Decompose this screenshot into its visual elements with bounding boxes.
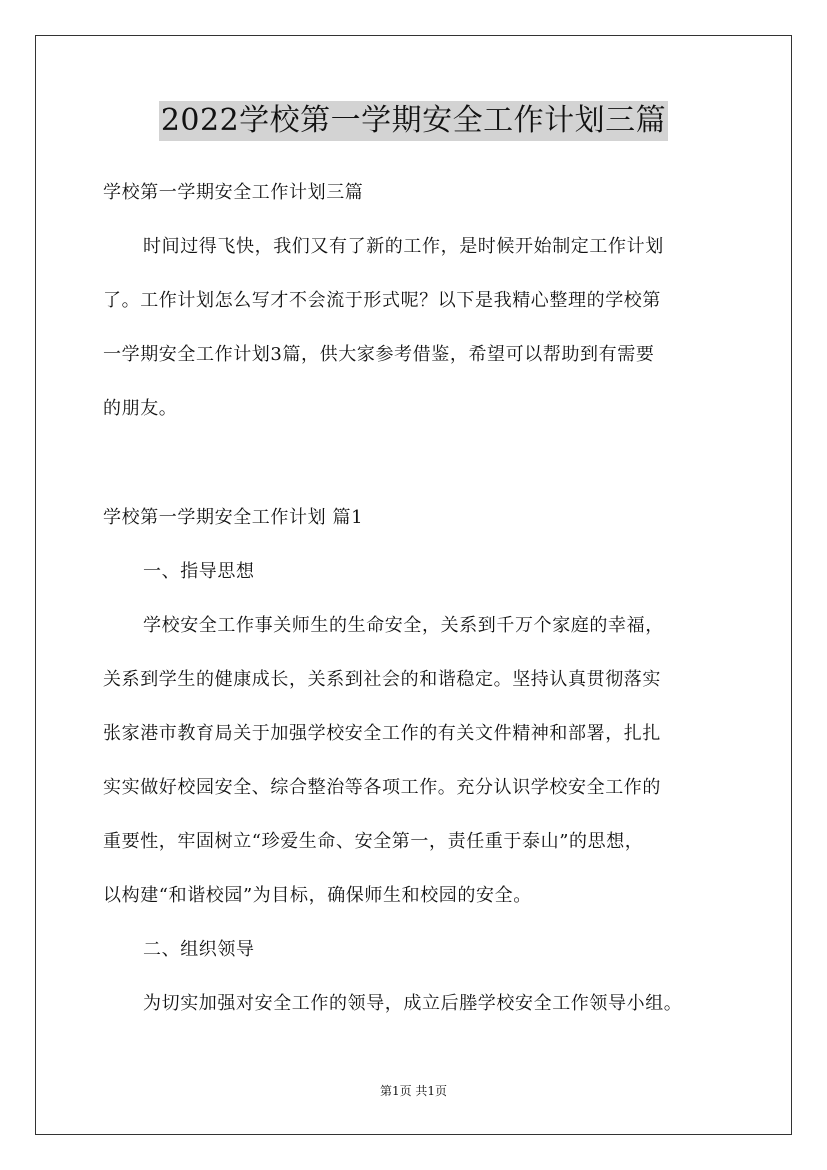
document-title: 2022学校第一学期安全工作计划三篇 [159, 101, 668, 141]
paragraph-line-3: 张家港市教育局关于加强学校安全工作的有关文件精神和部署，扎扎 [103, 723, 661, 744]
page-footer: 第1页 共1页 [379, 1084, 448, 1098]
section-heading: 学校第一学期安全工作计划 篇1 [103, 507, 364, 528]
title-container [0, 101, 827, 141]
paragraph-line-4: 实实做好校园安全、综合整治等各项工作。充分认识学校安全工作的 [103, 777, 661, 798]
intro-line-2: 了。工作计划怎么写才不会流于形式呢？以下是我精心整理的学校第 [103, 290, 661, 311]
intro-line-3: 一学期安全工作计划3篇，供大家参考借鉴，希望可以帮助到有需要 [103, 344, 655, 365]
paragraph-line-1: 学校安全工作事关师生的生命安全，关系到千万个家庭的幸福， [143, 615, 664, 636]
intro-line-4: 的朋友。 [103, 398, 178, 419]
subtitle-line: 学校第一学期安全工作计划三篇 [103, 182, 364, 203]
paragraph-line-2: 关系到学生的健康成长，关系到社会的和谐稳定。坚持认真贯彻落实 [103, 669, 661, 690]
heading-guiding-ideology: 一、指导思想 [143, 561, 255, 582]
paragraph-line-5: 重要性，牢固树立“珍爱生命、安全第一，责任重于泰山”的思想， [103, 831, 644, 852]
paragraph-line-6: 以构建“和谐校园”为目标，确保师生和校园的安全。 [103, 885, 532, 906]
intro-line-1: 时间过得飞快，我们又有了新的工作，是时候开始制定工作计划 [143, 236, 664, 257]
paragraph-line-7: 为切实加强对安全工作的领导，成立后塍学校安全工作领导小组。 [143, 993, 683, 1014]
heading-organization: 二、组织领导 [143, 939, 255, 960]
